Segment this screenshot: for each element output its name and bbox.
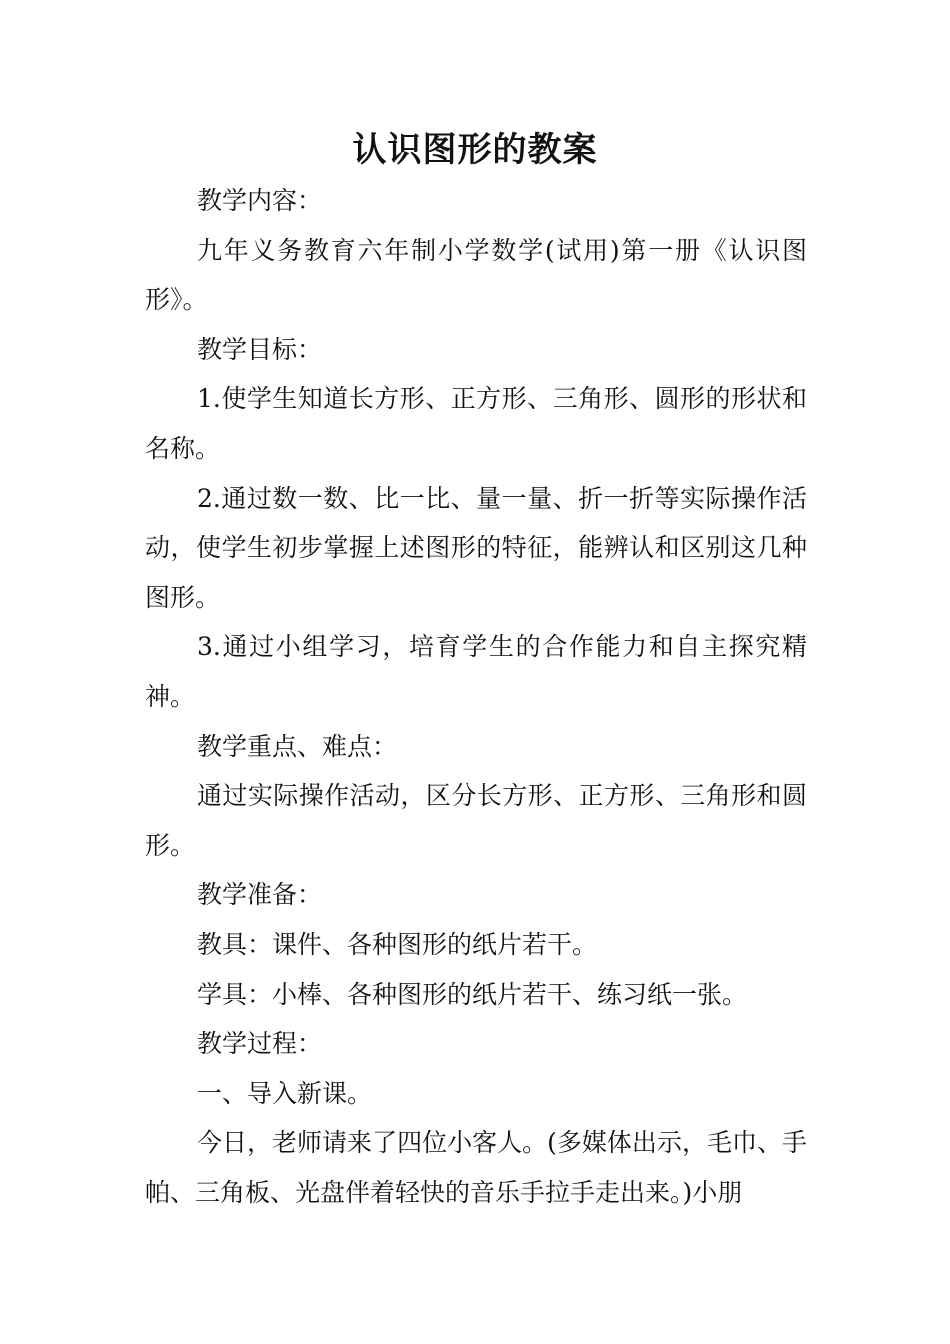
paragraph-preparation-heading: 教学准备： <box>197 880 323 910</box>
paragraph-goal-3: 3.通过小组学习，培育学生的合作能力和自主探究精神。 <box>145 632 807 711</box>
paragraph-goal-2: 2.通过数一数、比一比、量一量、折一折等实际操作活动，使学生初步掌握上述图形的特征，能辨认和区别这几种图形。 <box>145 483 807 612</box>
paragraph-student-materials: 学具：小棒、各种图形的纸片若干、练习纸一张。 <box>197 979 748 1009</box>
paragraph-section-1-heading: 一、导入新课。 <box>197 1078 373 1108</box>
paragraph-teaching-content-heading: 教学内容： <box>197 186 323 215</box>
document-title: 认识图形的教案 <box>352 130 598 170</box>
paragraph-key-points: 通过实际操作活动，区分长方形、正方形、三角形和圆形。 <box>145 781 807 860</box>
paragraph-process-heading: 教学过程： <box>197 1029 323 1059</box>
paragraph-introduction: 今日，老师请来了四位小客人。(多媒体出示，毛巾、手帕、三角板、光盘伴着轻快的音乐手拉手走出来。)小朋 <box>145 1128 807 1207</box>
paragraph-goal-1: 1.使学生知道长方形、正方形、三角形、圆形的形状和名称。 <box>145 384 807 463</box>
document-body <box>145 176 807 1217</box>
paragraph-teaching-content: 九年义务教育六年制小学数学(试用)第一册《认识图形》。 <box>145 235 807 315</box>
paragraph-key-points-heading: 教学重点、难点： <box>197 731 398 761</box>
paragraph-teaching-goals-heading: 教学目标： <box>197 334 323 364</box>
paragraph-teacher-materials: 教具：课件、各种图形的纸片若干。 <box>197 929 598 959</box>
